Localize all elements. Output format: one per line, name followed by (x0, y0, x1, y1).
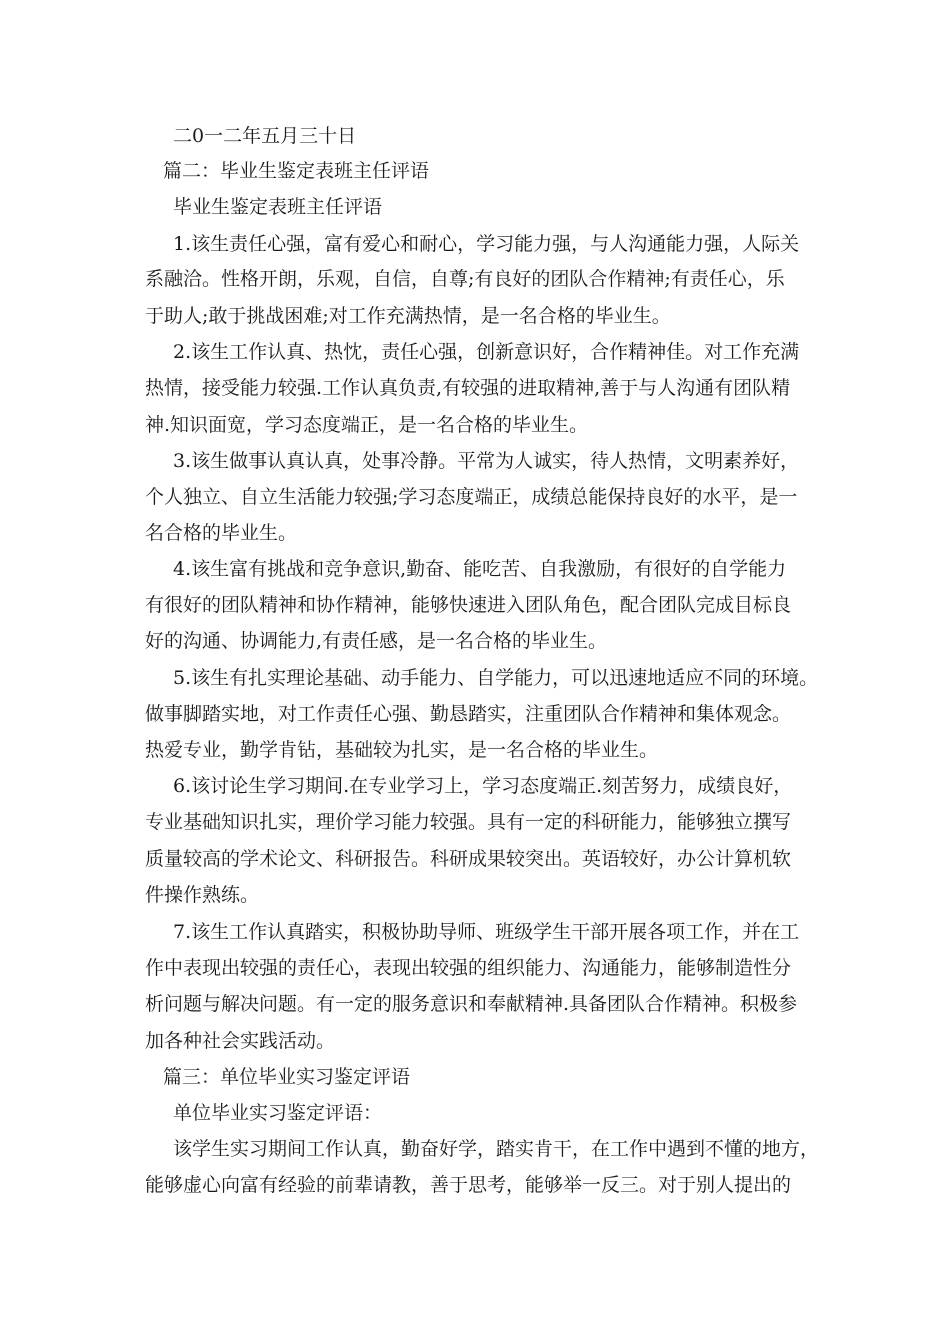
paragraph-line: 作中表现出较强的责任心，表现出较强的组织能力、沟通能力，能够制造性分 (145, 957, 792, 979)
paragraph-line: 有很好的团队精神和协作精神，能够快速进入团队角色，配合团队完成目标良 (145, 594, 792, 616)
section-heading-3: 篇三：单位毕业实习鉴定评语 (163, 1066, 411, 1088)
paragraph-line: 7.该生工作认真踏实，积极协助导师、班级学生干部开展各项工作，并在工 (173, 921, 800, 943)
paragraph-line: 神.知识面宽，学习态度端正，是一名合格的毕业生。 (145, 414, 589, 436)
paragraph-line: 1.该生责任心强，富有爱心和耐心，学习能力强，与人沟通能力强，人际关 (173, 233, 800, 255)
paragraph-line: 件操作熟练。 (145, 884, 260, 906)
section-heading-2: 篇二：毕业生鉴定表班主任评语 (163, 160, 430, 182)
paragraph-line: 做事脚踏实地，对工作责任心强、勤恳踏实，注重团队合作精神和集体观念。 (145, 703, 792, 725)
paragraph-line: 热爱专业，勤学肯钻，基础较为扎实，是一名合格的毕业生。 (145, 739, 659, 761)
paragraph-line: 3.该生做事认真认真，处事冷静。平常为人诚实，待人热情，文明素养好， (173, 450, 800, 472)
paragraph-line: 名合格的毕业生。 (145, 522, 298, 544)
paragraph-line: 热情，接受能力较强.工作认真负责,有较强的进取精神,善于与人沟通有团队精 (145, 377, 791, 399)
section-subtitle-3: 单位毕业实习鉴定评语： (173, 1102, 383, 1124)
paragraph-line: 能够虚心向富有经验的前辈请教，善于思考，能够举一反三。对于别人提出的 (145, 1174, 792, 1196)
section-subtitle-2: 毕业生鉴定表班主任评语 (173, 196, 383, 218)
paragraph-line: 2.该生工作认真、热忱，责任心强，创新意识好，合作精神佳。对工作充满 (173, 341, 800, 363)
paragraph-line: 6.该讨论生学习期间.在专业学习上，学习态度端正.刻苦努力，成绩良好， (173, 775, 793, 797)
paragraph-line: 系融洽。性格开朗，乐观，自信，自尊;有良好的团队合作精神;有责任心，乐 (145, 268, 785, 290)
paragraph-line: 于助人;敢于挑战困难;对工作充满热情，是一名合格的毕业生。 (145, 305, 671, 327)
paragraph-line: 质量较高的学术论文、科研报告。科研成果较突出。英语较好，办公计算机软 (145, 848, 792, 870)
paragraph-line: 该学生实习期间工作认真，勤奋好学，踏实肯干，在工作中遇到不懂的地方， (173, 1138, 820, 1160)
date-line: 二0一二年五月三十日 (173, 125, 357, 147)
paragraph-line: 个人独立、自立生活能力较强;学习态度端正，成绩总能保持良好的水平，是一 (145, 486, 798, 508)
paragraph-line: 好的沟通、协调能力,有责任感，是一名合格的毕业生。 (145, 630, 608, 652)
paragraph-line: 加各种社会实践活动。 (145, 1030, 336, 1052)
paragraph-line: 5.该生有扎实理论基础、动手能力、自学能力，可以迅速地适应不同的环境。 (173, 667, 819, 689)
paragraph-line: 析问题与解决问题。有一定的服务意识和奉献精神.具备团队合作精神。积极参 (145, 993, 798, 1015)
paragraph-line: 专业基础知识扎实，理价学习能力较强。具有一定的科研能力，能够独立撰写 (145, 811, 792, 833)
paragraph-line: 4.该生富有挑战和竞争意识,勤奋、能吃苦、自我激励，有很好的自学能力 (173, 558, 787, 580)
